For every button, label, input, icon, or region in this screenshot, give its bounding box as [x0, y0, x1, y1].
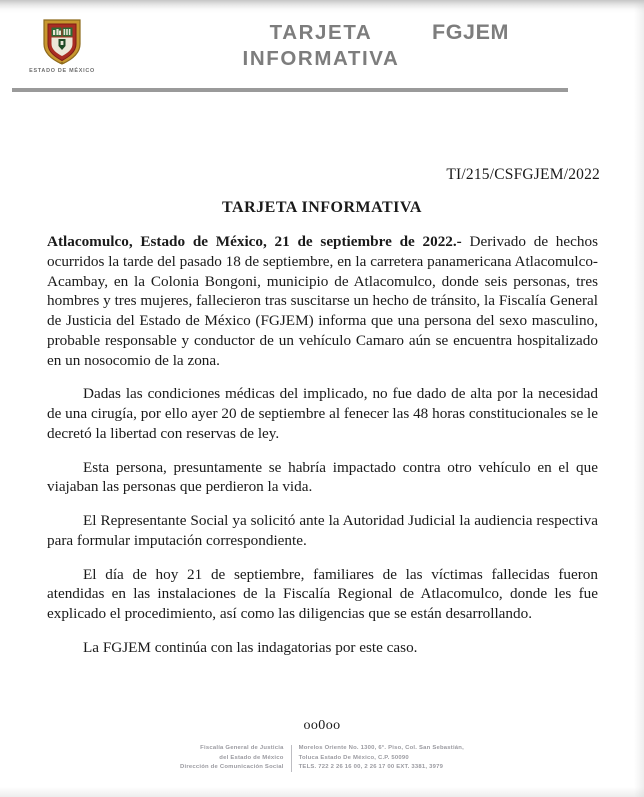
footer-phone-line: TELS. 722 2 26 16 00, 2 26 17 00 EXT. 3381, 3979 — [298, 764, 444, 771]
paragraph-text-1: Derivado de hechos ocurridos la tarde del pasado 18 de septiembre, en la carretera panamericana Atlacomulco-Acambay, en la Colonia Bongoni, municipio de Atlacomulco, donde seis personas, tres hombres y tres mujeres, fallecieron tras suscitarse un hecho de tránsito, la Fiscalía General de Justicia del Estado de México (FGJEM) informa que una persona del sexo masculino, probable responsable y conductor de un vehículo Camaro aún se encuentra hospitalizado en un nosocomio de la zona. — [47, 233, 598, 369]
footer-address-line-1: Morelos Oriente No. 1300, 6°. Piso, Col. San Sebastián, — [298, 745, 464, 751]
estado-de-mexico-coat-of-arms-icon — [14, 16, 110, 66]
footer-issuer-line-2: del Estado de México — [219, 754, 284, 761]
end-of-document-mark: oo0oo — [303, 718, 341, 733]
letterhead-acronym: FGJEM — [432, 20, 510, 44]
scan-shadow-right — [634, 0, 644, 797]
footer-issuer-line-3: Dirección de Comunicación Social — [180, 764, 284, 771]
document-reference-number: TI/215/CSFGJEM/2022 — [446, 166, 600, 183]
letterhead-logo — [14, 16, 110, 74]
paragraph-dateline — [47, 232, 598, 370]
footer-address-line-2: Toluca Estado De México, C.P. 50090 — [298, 754, 409, 761]
paragraph-2: Dadas las condiciones médicas del implicado, no fue dado de alta por la necesidad de una cirugía, por ello ayer 20 de septiembre al fenecer las 48 horas constitucionales se le decretó la libertad con reservas de ley. — [47, 385, 598, 442]
document-header — [0, 14, 644, 82]
scan-shadow-top — [0, 0, 644, 13]
header-divider-rule — [12, 88, 568, 92]
paragraph-6: La FGJEM continúa con las indagatorias por este caso. — [83, 638, 418, 656]
footer-issuer-block — [180, 744, 291, 773]
letterhead-title-line2: INFORMATIVA — [242, 46, 400, 70]
document-title: TARJETA INFORMATIVA — [222, 199, 422, 216]
document-footer — [0, 744, 644, 773]
paragraph-3: Esta persona, presuntamente se habría impactado contra otro vehículo en el que viajaban las personas que perdieron la vida. — [47, 458, 598, 496]
dateline-text: Atlacomulco, Estado de México, 21 de septiembre de 2022.- — [47, 233, 462, 250]
document-body — [47, 232, 598, 658]
paragraph-5: El día de hoy 21 de septiembre, familiares de las víctimas fallecidas fueron atendidas en las instalaciones de la Fiscalía Regional de Atlacomulco, donde les fue explicado el procedimiento, así como las diligencias que se están desarrollando. — [47, 565, 598, 622]
letterhead-title — [196, 20, 446, 71]
crest-caption: ESTADO DE MÉXICO — [29, 68, 95, 74]
letterhead-title-line1: TARJETA — [269, 21, 373, 44]
footer-issuer-line-1: Fiscalía General de Justicia — [200, 745, 284, 751]
paragraph-4: El Representante Social ya solicitó ante la Autoridad Judicial la audiencia respectiva para formular imputación correspondiente. — [47, 512, 598, 549]
scan-shadow-bottom — [0, 787, 644, 797]
footer-address-block — [292, 744, 464, 773]
